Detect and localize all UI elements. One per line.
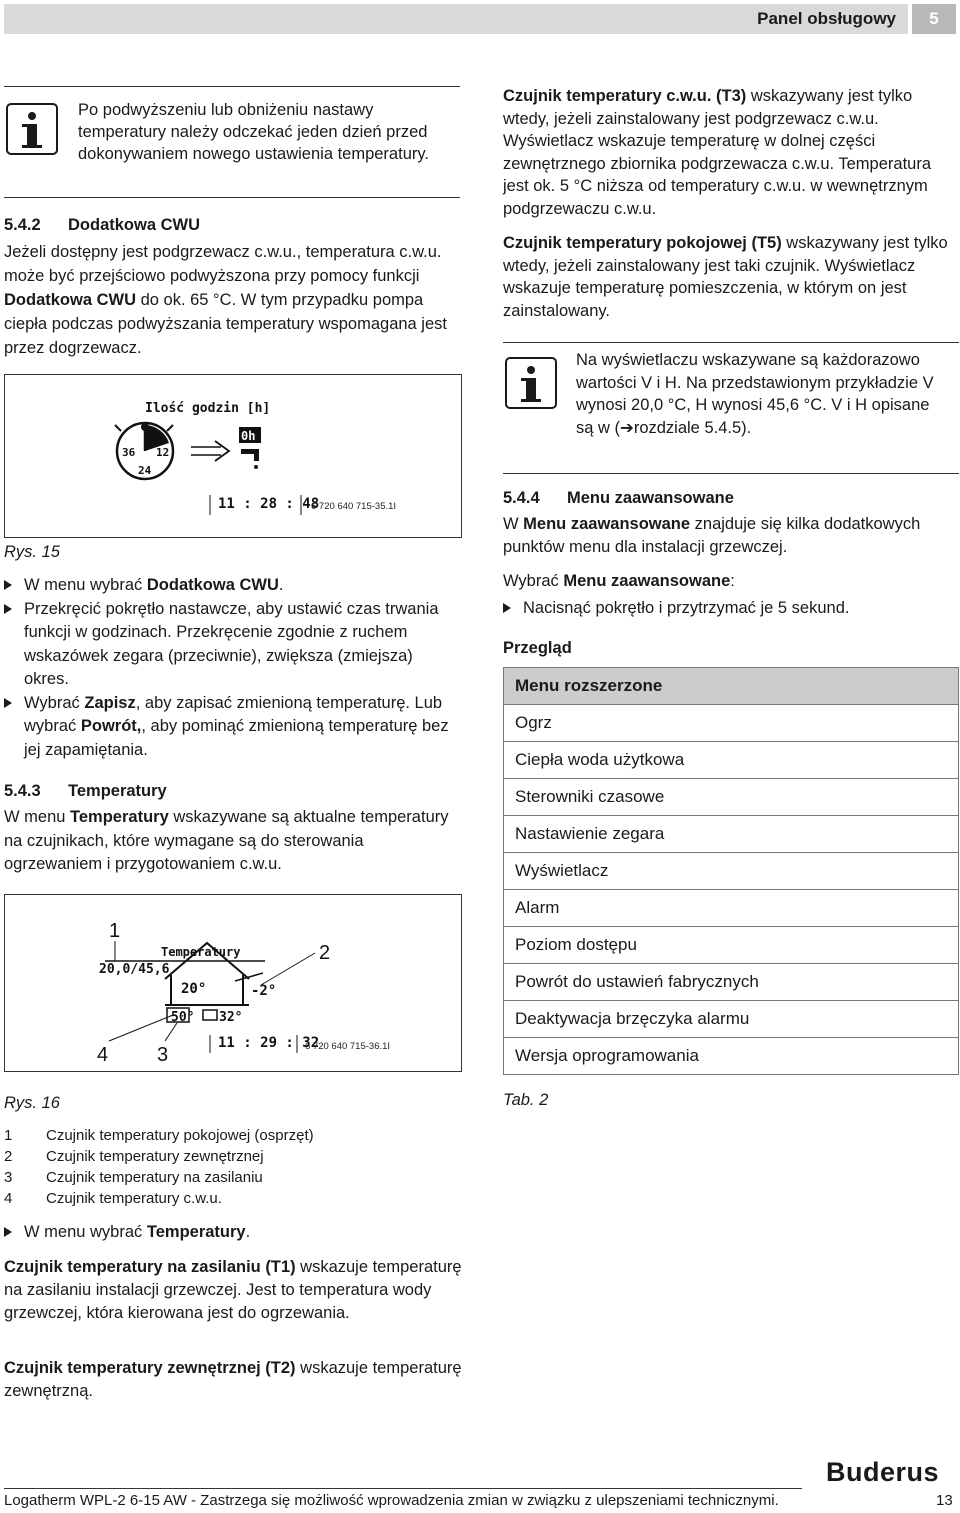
callout-4: 4 xyxy=(97,1044,109,1066)
sensor-t3-paragraph: Czujnik temperatury c.w.u. (T3) wskazywany jest tylko wtedy, jeżeli zainstalowany jest podgrzewacz c.w.u. Wyświetlacz wskazuje temperaturę w dolnej części zewnętrznego zbiornika podgrzewacza c.w.u. Temperatura jest ok. 5 °C niższa od temperatury c.w.u. w wewnętrznym podgrzewaczu c.w.u. xyxy=(503,87,932,218)
radiator-icon xyxy=(203,1010,217,1020)
fig16-supply-temp: 50° xyxy=(171,1010,195,1025)
table-row xyxy=(504,1038,959,1075)
table-cell: Ciepła woda użytkowa xyxy=(504,742,959,779)
chapter-number: 5 xyxy=(912,4,956,34)
info-note-2 xyxy=(503,342,959,474)
figure-15 xyxy=(4,374,462,538)
clock-label-left: 36 xyxy=(122,446,136,459)
buderus-logo: Buderus xyxy=(826,1457,940,1487)
footer-text: Logatherm WPL-2 6-15 AW - Zastrzega się możliwość wprowadzenia zmian w związku z ulepszeniami technicznymi. xyxy=(4,1492,779,1509)
table-row xyxy=(504,779,959,816)
step-item: W menu wybrać Dodatkowa CWU. xyxy=(4,574,462,598)
fig15-time: 11 : 28 : 48 xyxy=(218,496,320,512)
sensor-t2-paragraph: Czujnik temperatury zewnętrznej (T2) wskazuje temperaturę zewnętrzną. xyxy=(4,1359,462,1400)
table-row xyxy=(504,705,959,742)
step-5-4-3 xyxy=(4,1221,462,1243)
table-cell: Alarm xyxy=(504,890,959,927)
step-item: Wybrać Zapisz, aby zapisać zmienioną temperaturę. Lub wybrać Powrót,, aby pominąć zmienioną temperaturę bez jej zapamiętania. xyxy=(4,692,462,763)
arrow-icon xyxy=(191,441,229,461)
figure-16-display xyxy=(5,895,461,1071)
table-row xyxy=(504,964,959,1001)
table-cell: Wyświetlacz xyxy=(504,853,959,890)
page-header-title: Panel obsługowy xyxy=(757,9,896,28)
clock-label-right: 12 xyxy=(156,446,170,459)
callout-2: 2 xyxy=(319,942,331,964)
table-cell: Deaktywacja brzęczyka alarmu xyxy=(504,1001,959,1038)
sensor-t5-paragraph: Czujnik temperatury pokojowej (T5) wskazywany jest tylko wtedy, jeżeli zainstalowany jest taki czujnik. Wyświetlacz wskazuje temperaturę pomieszczenia, w którym on jest zainstalowany. xyxy=(503,234,948,320)
figure-16-caption: Rys. 16 xyxy=(4,1094,60,1112)
tap-icon xyxy=(241,449,259,469)
section-title: Menu zaawansowane xyxy=(567,489,734,507)
section-5-4-2-heading xyxy=(4,214,200,236)
table-cell: Wersja oprogramowania xyxy=(504,1038,959,1075)
advanced-menu-table xyxy=(503,667,959,1075)
callout-1: 1 xyxy=(109,920,121,942)
legend-item: 4 Czujnik temperatury c.w.u. xyxy=(4,1190,222,1207)
fig16-room-temp: 20° xyxy=(181,981,207,997)
section-title: Temperatury xyxy=(68,782,167,800)
step-item: W menu wybrać Temperatury. xyxy=(4,1221,462,1243)
overview-heading: Przegląd xyxy=(503,639,572,657)
info-note-2-text: Na wyświetlaczu wskazywane są każdorazowo wartości V i H. Na przedstawionym przykładzie V wynosi 20,0 °C, H wynosi 45,6 °C. V i H opisane są w (➔rozdziale 5.4.5). xyxy=(576,351,934,437)
section-5-4-2-paragraph xyxy=(4,240,462,360)
step-item: Przekręcić pokrętło nastawcze, aby ustawić czas trwania funkcji w godzinach. Przekręcenie zgodnie z ruchem wskazówek zegara (przeciwnie), zwiększa (zmiejsza) okres. xyxy=(4,598,462,692)
fig16-code: 6 720 640 715-36.1I xyxy=(305,1041,391,1052)
section-title: Dodatkowa CWU xyxy=(68,216,200,234)
callout-3: 3 xyxy=(157,1044,169,1066)
legend-item: 1 Czujnik temperatury pokojowej (osprzęt) xyxy=(4,1127,314,1144)
fig15-value: 0h xyxy=(241,429,256,443)
legend-item: 2 Czujnik temperatury zewnętrznej xyxy=(4,1148,264,1165)
fig16-hv-value: 20,0/45,6 xyxy=(99,962,170,977)
table-caption: Tab. 2 xyxy=(503,1091,549,1109)
steps-5-4-2 xyxy=(4,574,462,762)
table-row xyxy=(504,927,959,964)
sensor-t1-paragraph: Czujnik temperatury na zasilaniu (T1) wskazuje temperaturę na zasilaniu instalacji grzewczej. Jest to temperatura wody grzewczej, która kierowana jest do ogrzewania. xyxy=(4,1258,462,1322)
table-row xyxy=(504,742,959,779)
info-note-1 xyxy=(4,86,460,198)
figure-15-caption: Rys. 15 xyxy=(4,543,60,561)
info-note-1-text: Po podwyższeniu lub obniżeniu nastawy temperatury należy odczekać jeden dzień przed dokonywaniem nowego ustawienia temperatury. xyxy=(78,101,429,163)
select-menu-instruction: Wybrać Menu zaawansowane: xyxy=(503,572,735,590)
paragraph-bold: Dodatkowa CWU xyxy=(4,291,136,309)
table-cell: Sterowniki czasowe xyxy=(504,779,959,816)
fig15-screen-title: Ilość godzin [h] xyxy=(145,401,271,416)
table-header-row xyxy=(504,668,959,705)
fig16-outdoor-temp: -2° xyxy=(251,983,277,999)
step-item: Nacisnąć pokrętło i przytrzymać je 5 sekund. xyxy=(503,597,959,619)
table-cell: Poziom dostępu xyxy=(504,927,959,964)
fig16-screen-title: Temperatury xyxy=(161,945,241,959)
section-number: 5.4.4 xyxy=(503,489,540,507)
page-number: 13 xyxy=(936,1492,953,1509)
table-cell: Powrót do ustawień fabrycznych xyxy=(504,964,959,1001)
fig15-code: 6 720 640 715-35.1I xyxy=(311,501,397,512)
figure-15-display xyxy=(5,375,461,537)
table-row xyxy=(504,890,959,927)
section-5-4-4-paragraph: W Menu zaawansowane znajduje się kilka dodatkowych punktów menu dla instalacji grzewczej. xyxy=(503,515,921,556)
paragraph-text: do ok. 65 °C. W tym przypadku pompa ciepła podczas podwyższania temperatury wspomagana jest przez dogrzewacz. xyxy=(4,291,447,357)
fig16-time: 11 : 29 : 32 xyxy=(218,1035,320,1051)
section-number: 5.4.2 xyxy=(4,216,41,234)
table-cell: Nastawienie zegara xyxy=(504,816,959,853)
footer-divider xyxy=(4,1488,802,1489)
section-number: 5.4.3 xyxy=(4,782,41,800)
section-5-4-3-paragraph: W menu Temperatury wskazywane są aktualne temperatury na czujnikach, które wymagane są do sterowania ogrzewaniem i przygotowaniem c.w.u. xyxy=(4,808,449,873)
fig16-dhw-temp: 32° xyxy=(219,1010,243,1025)
table-row xyxy=(504,853,959,890)
step-5-4-4 xyxy=(503,597,959,619)
section-5-4-3-heading xyxy=(4,780,167,802)
figure-16-legend xyxy=(4,1125,464,1209)
table-row xyxy=(504,1001,959,1038)
info-icon xyxy=(6,103,58,155)
figure-16 xyxy=(4,894,462,1072)
paragraph-text: Jeżeli dostępny jest podgrzewacz c.w.u., temperatura c.w.u. może być przejściowo podwyższona przy pomocy funkcji xyxy=(4,243,442,285)
legend-item: 3 Czujnik temperatury na zasilaniu xyxy=(4,1169,263,1186)
table-cell: Ogrz xyxy=(504,705,959,742)
section-5-4-4-heading xyxy=(503,487,734,509)
clock-label-bottom: 24 xyxy=(138,464,152,477)
info-icon xyxy=(505,357,557,409)
table-header-cell: Menu rozszerzone xyxy=(504,668,959,705)
table-row xyxy=(504,816,959,853)
